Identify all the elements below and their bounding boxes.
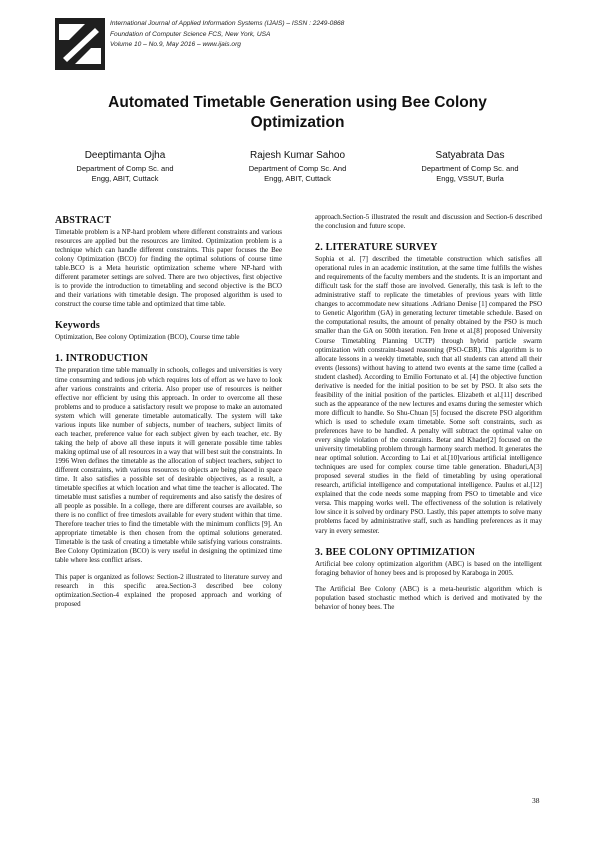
abstract-text: Timetable problem is a NP-hard problem where different constraints and various resources are applied but the resources are limited. Optimization problem is a technique which can handle different constraints. This paper focuses the Bee colony Optimization (BCO) for finding the optimal solutions of course time table.BCO is a Meta heuristic optimization scheme where NP-hard with different parameter settings are solved. There are two objectives, first objective is to provide the introduction to timetabling and second objective is the BCO and their variations with timetable design. The proposed algorithm is used to construct the course time table and optimized that time table. bbox=[55, 228, 282, 309]
journal-name: International Journal of Applied Information Systems (IJAIS) – ISSN : 2249-0868 bbox=[110, 20, 345, 27]
abstract-heading: ABSTRACT bbox=[55, 215, 112, 226]
author-list bbox=[40, 150, 555, 183]
author-affiliation-line-2: Engg, ABIT, Cuttack bbox=[264, 173, 331, 183]
paper-title-line-1: Automated Timetable Generation using Bee Colony bbox=[108, 94, 487, 111]
introduction-heading: 1. INTRODUCTION bbox=[55, 353, 149, 365]
author-name: Deeptimanta Ojha bbox=[84, 150, 166, 161]
keywords-heading: Keywords bbox=[55, 320, 100, 332]
paper-title-line-2: Optimization bbox=[250, 114, 345, 131]
author-name: Rajesh Kumar Sahoo bbox=[249, 150, 346, 161]
literature-survey-text: Sophia et al. [7] described the timetable construction which satisfies all operational rules in an academic institution, at the same time fulfills the wishes and requirements of the faculty members and the students. It is an important and difficult task for the staff those are involved. Generally, this task is left to the administrative staff to replicate the timetables of previous years with little changes to accommodate new situations .Adriano Denise [1] compared the PSO to Genetic Algorithm (GA) in generating lecturer timetable schedule. Based on the computational results, the amount of penalty obtained by the PSO is much smaller than the GA on 500th iteration. Fen Irene et al.[8] proposed University Course Timetabling Planning UCTP) through hybrid particle swarm optimization with constraint-based reasoning (PSO-CBR). This algorithm is to allocate lessons in a weekly timetable, such that all students can attend all their events (lessons) without having to attend two events at the same time (called a student clashed). According to Emilio Fortunato et al. [4] the objective function derivative is needed for the initial position to be set by PSO. It also sets the feasibility of the initial position of the particles. Elizabeth et al.[11] described such as the appearance of the new lectures and exams during the semester which more difficult to handle. So Shu-Chuan [5] focused the discrete PSO algorithm which is used to schedule exam timetable. Some soft constraints, such as preferences have to be handled. A penalty will subtract the optimal value on every single violation of the constraints. Betar and Khader[2] focused on the university timetabling problem through harmony search method. It generates the near optimal solution. According to Lai et al.[10]various artificial intelligence techniques are used for complex course time table generation. Bhaduri,A[3] proposed several studies in the field of timetabling by using operational research, artificial intelligence and computational intelligence. Paulus et al.[12] explained that the code needs some mapping from PSO to timetable and vice versa. This mapping works well. The effectiveness of the solution is relatively low since it is solved by ordinary PSO. Lastly, this paper attempts to solve many problems faced by administrative staff, such as handling preferences as it may vary in every semester. bbox=[315, 255, 542, 535]
left-column bbox=[55, 215, 282, 609]
author-block bbox=[40, 150, 210, 183]
author-affiliation-line-1: Department of Comp Sc. and bbox=[76, 164, 174, 173]
journal-header bbox=[110, 19, 344, 51]
author-affiliation-line-2: Engg, VSSUT, Burla bbox=[436, 173, 504, 183]
author-affiliation-line-2: Engg, ABIT, Cuttack bbox=[91, 173, 159, 183]
author-block bbox=[213, 150, 383, 183]
bee-colony-heading: 3. BEE COLONY OPTIMIZATION bbox=[315, 546, 476, 558]
introduction-paragraph-2: This paper is organized as follows: Section-2 illustrated to literature survey and research in this specific area.Section-3 described bee colony optimization.Section-4 explained the proposed approach and working of proposed bbox=[55, 572, 282, 608]
introduction-paragraph-2-continued: approach.Section-5 illustrated the result and discussion and Section-6 described the conclusion and future scope. bbox=[315, 213, 542, 231]
paper-title bbox=[40, 93, 555, 133]
keywords-text: Optimization, Bee colony Optimization (BCO), Course time table bbox=[55, 333, 240, 342]
introduction-paragraph-1: The preparation time table manually in schools, colleges and universities is very time consuming and tedious job which requires lots of effort as we have to look after various constraints and criteria. Also proper use of resources is neither effective nor efficient by using this approach. In order to overcome all these problems and to produce a satisfactory result we propose to make an automated system which will generate timetable automatically. The system will take various inputs like number of subjects, number of teachers, subject limits of each teacher, preference value for each subject given by each teacher, etc. By taking the help of above all these inputs it will generate possible time tables making optimal use of all resources in a way that will best suit the constraints. In 1996 Wren defines the timetable as the allocation of subject teachers, subject to different constraints, with various resources to objects are being placed in space time. It also satisfies a possible set of desirable objectives, as a result, a timetable specifies at which location and what time the teacher is allocated. The timetable must satisfies a number of requirements and also satisfy the desires of all people as possible. In a college, there are different courses are available, so there is no conflict of free timeslots available for every student within that time. Therefore teacher tries to find the timetable with the minimum conflicts [9]. An appropriate timetable is then chosen from the optimal solutions generated. Timetable is the task of creating a timetable while satisfying various constraints. Bee Colony Optimization (BCO) is very useful in designing the optimized time table where less conflict arises. bbox=[55, 366, 282, 565]
author-affiliation-line-1: Department of Comp Sc. and bbox=[421, 164, 519, 173]
author-block bbox=[385, 150, 555, 183]
literature-survey-heading: 2. LITERATURE SURVEY bbox=[315, 242, 438, 254]
author-affiliation-line-1: Department of Comp Sc. And bbox=[248, 164, 347, 173]
bee-colony-paragraph-1: Artificial bee colony optimization algorithm (ABC) is based on the intelligent foraging behavior of honey bees and is proposed by Karaboga in 2005. bbox=[315, 559, 542, 577]
journal-publisher: Foundation of Computer Science FCS, New York, USA bbox=[110, 30, 271, 38]
right-column bbox=[315, 213, 542, 612]
page-number: 38 bbox=[532, 796, 540, 805]
bee-colony-paragraph-2: The Artificial Bee Colony (ABC) is a meta-heuristic algorithm which is population based stochastic method which is derived and motivated by the behavior of honey bees. The bbox=[315, 584, 542, 611]
journal-logo-icon bbox=[55, 18, 105, 70]
author-name: Satyabrata Das bbox=[435, 150, 505, 161]
journal-volume: Volume 10 – No.9, May 2016 – www.ijais.org bbox=[110, 41, 241, 48]
